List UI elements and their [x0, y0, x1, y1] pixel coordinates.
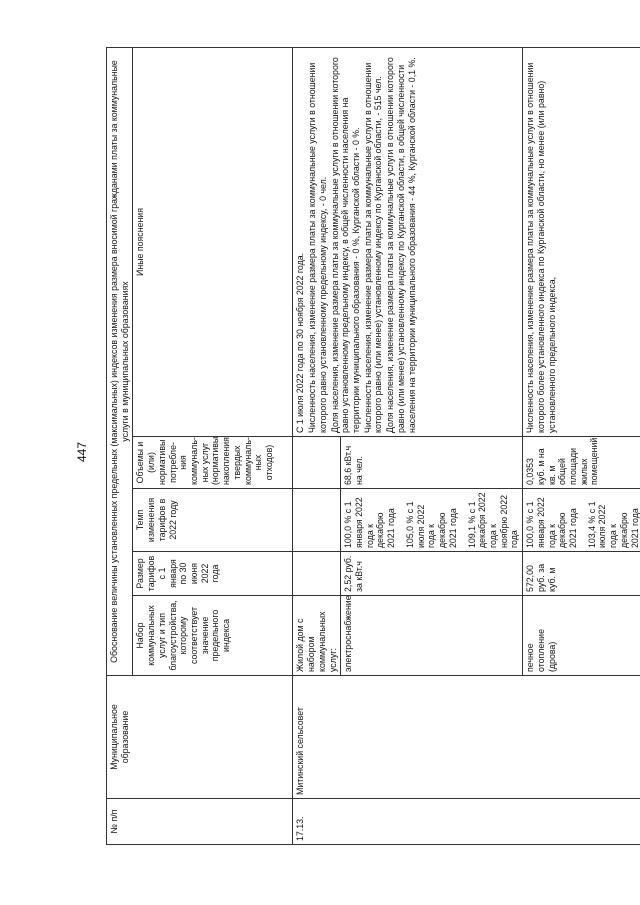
rate-line: 103,4 % с 1 июля 2022 года к декабрю 2021 года: [586, 501, 640, 548]
header-rate: Темп изменения тарифов в 2022 году: [133, 489, 293, 552]
page-number: 447: [75, 441, 89, 463]
header-notes: Иные пояснения: [133, 47, 293, 436]
header-set: Набор коммунальных услуг и тип благоустройства, которому соответствует значение предельного индекса: [133, 596, 293, 676]
cell-empty-tariff: [293, 552, 341, 596]
header-num: № п/п: [107, 799, 293, 845]
note-line: Доля населения, изменение размера платы за коммунальные услуги в отношении которого равно (или менее) установленному индексу по Курганской области, в общей численности населения на территории муниципального образования - 44 %, Курганской области - 0,1 %.: [385, 57, 417, 433]
cell-set-text: Жилой дом с набором коммунальных услуг:: [293, 596, 341, 676]
header-tariff: Размер тарифов с 1 января по 30 июня 2022 года: [133, 552, 293, 596]
cell-heating-tariff: 572,00 руб. за куб. м: [523, 552, 640, 596]
cell-heating-volume: 0,0353 куб. м на кв. м общей площади жилых помещений: [523, 437, 640, 489]
note-line: Численность населения, изменение размера платы за коммунальные услуги в отношении которого равно (или менее) установленному индексу по Курганской области, - 515 чел.: [362, 62, 384, 433]
header-municipality: Муниципальное образование: [107, 676, 293, 799]
note-line: С 1 июля 2022 года по 30 ноября 2022 года.: [295, 252, 306, 433]
cell-general-notes: [293, 47, 523, 436]
rate-line: 105,0 % с 1 июля 2022 года к декабрю 2021 года: [404, 501, 458, 548]
cell-heating-rates: [523, 489, 640, 552]
cell-municipality: Митинский сельсовет: [293, 676, 640, 799]
note-line: Доля населения, изменение размера платы за коммунальные услуги в отношении которого равно установленному предельному индексу, в общей численности населения на территории муниципального образования - 0 %, Курганской области - 0 %.: [329, 57, 362, 433]
rotated-table-container: [106, 48, 640, 845]
note-line: Численность населения, изменение размера платы за коммунальные услуги в отношении которого равно установленному предельному индексу, - 0 чел.: [307, 62, 328, 433]
tariff-justification-table: [106, 47, 640, 845]
cell-heating-notes: Численность населения, изменение размера платы за коммунальные услуги в отношении которого более установленного индекса по Курганской области, но менее (или равно) установленного предельного индекса,: [523, 47, 640, 436]
header-row-1: [107, 47, 133, 844]
cell-empty-rate: [293, 489, 341, 552]
row-set: [293, 47, 341, 844]
cell-heating-service: печное отопление (дрова): [523, 596, 640, 676]
header-volume: Объемы и (или) нормативы потребле-ния коммуналь-ных услуг (нормативы накопления твердых коммуналь-ных отходов): [133, 437, 293, 489]
rate-line: 100,0 % с 1 января 2022 года к декабрю 2021 года: [525, 497, 578, 548]
cell-electricity-tariff: 2,52 руб. за кВт.ч: [341, 552, 523, 596]
cell-electricity-rates: [341, 489, 523, 552]
cell-electricity-service: электроснабжение: [341, 596, 523, 676]
header-group-title: Обоснование величины установленных предельных (максимальных) индексов изменения размера вносимой гражданами платы за коммунальные услуги в муниципальных образованиях: [107, 47, 133, 675]
cell-electricity-volume: 68,6 кВт.ч на чел.: [341, 437, 523, 489]
rate-line: 100,0 % с 1 января 2022 года к декабрю 2021 года: [343, 497, 397, 548]
cell-empty-volume: [293, 437, 341, 489]
rate-line: 109,1 % с 1 декабря 2022 года к ноябрю 2022 года: [466, 492, 520, 548]
cell-num: 17.13.: [293, 799, 640, 845]
